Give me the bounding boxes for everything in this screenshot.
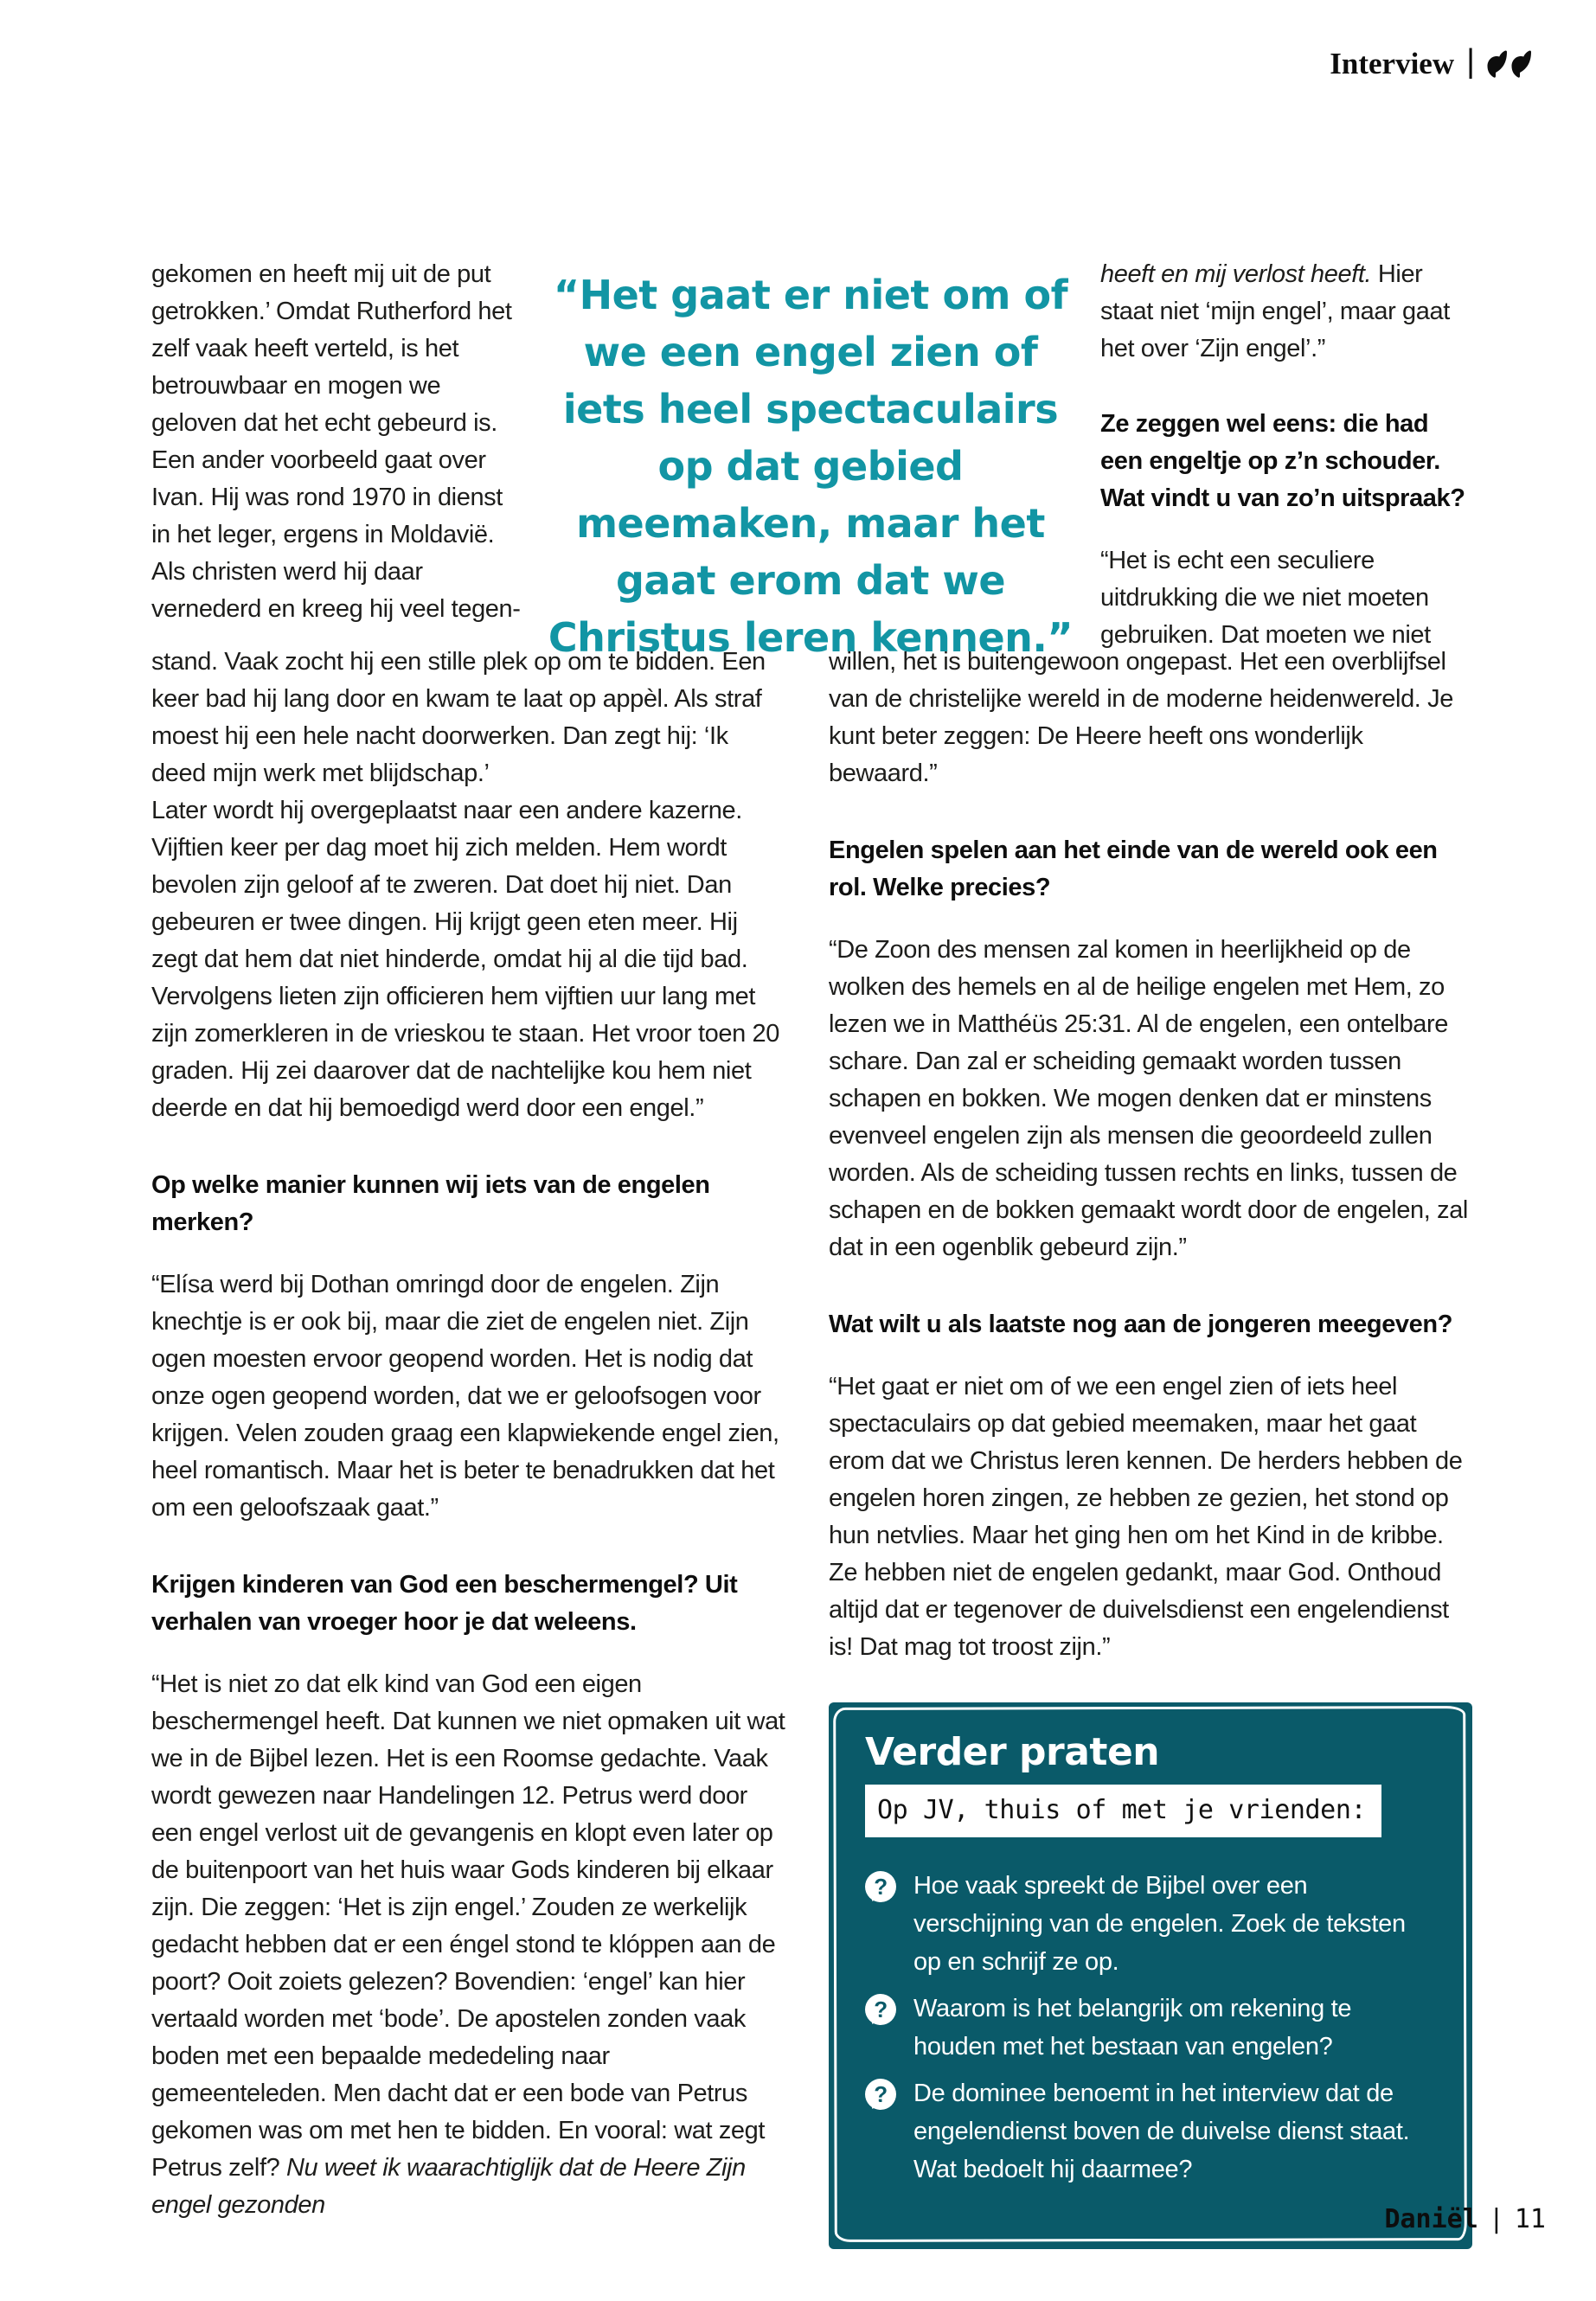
list-item xyxy=(865,1990,1436,2066)
paragraph: stand. Vaak zocht hij een stille plek op om te bidden. Een keer bad hij lang door en kwam te laat op appèl. Als straf moest hij een hele nacht doorwerken. Dan zegt hij: ‘Ik deed mijn werk met blijdschap.’ xyxy=(151,648,766,787)
interview-question: Engelen spelen aan het einde van de wereld ook een rol. Welke precies? xyxy=(829,836,1438,901)
interview-question: Op welke manier kunnen wij iets van de engelen merken? xyxy=(151,1171,710,1236)
list-item-text: Waarom is het belangrijk om rekening te houden met het bestaan van engelen? xyxy=(913,1995,1352,2061)
paragraph xyxy=(1100,256,1474,368)
list-item-text: De dominee benoemt in het interview dat de engelendienst boven de duivelse dienst staat. Wat bedoelt hij daarmee? xyxy=(913,2080,1410,2183)
answer-text: “Het is niet zo dat elk kind van God een eigen beschermengel heeft. Dat kunnen we niet opmaken uit wat we in de Bijbel lezen. Het is een Roomse gedachte. Vaak wordt gewezen naar Handelingen 12. Petrus werd door een engel verlost uit de gevangenis en klopt even later op de buitenpoort van het huis waar Gods kinderen bij elkaar zijn. Die zeggen: ‘Het is zijn engel.’ Zouden ze werkelijk gedacht hebben dat er een éngel stond te klóppen aan de poort? Ooit zoiets gelezen? Bovendien: ‘engel’ kan hier vertaald worden met ‘bode’. De apostelen zonden vaak boden met een bepaalde mededeling naar gemeenteleden. Men dacht dat er een bode van Petrus gekomen was om met hen te bidden. En vooral: wat zegt Petrus zelf? xyxy=(151,1670,785,2182)
interview-question: Krijgen kinderen van God een beschermengel? Uit verhalen van vroeger hoor je dat weleens. xyxy=(151,1571,738,1636)
footer-divider: | xyxy=(1488,2204,1504,2234)
box-subtitle: Op JV, thuis of met je vrienden: xyxy=(865,1785,1381,1837)
page-header xyxy=(1330,45,1537,82)
list-item xyxy=(865,2074,1436,2189)
page-number: 11 xyxy=(1514,2204,1546,2234)
paragraph-text: Hier staat niet ‘mijn engel’, maar gaat het over ‘Zijn engel’.” xyxy=(1100,260,1450,362)
interview-answer xyxy=(151,1666,788,2224)
column-left xyxy=(151,644,788,2224)
pull-quote-text: “Het gaat er niet om of we een engel zien of iets heel spectaculairs op dat gebied meemaken, maar het gaat erom dat we Christus leren kennen.” xyxy=(548,272,1074,661)
column-top-right xyxy=(1100,256,1474,654)
interview-answer: “Elísa werd bij Dothan omringd door de engelen. Zijn knechtje is er ook bij, maar die ziet de engelen niet. Zijn ogen moesten ervoor geopend worden. Het is nodig dat onze ogen geopend worden, dat we er geloofsogen voor krijgen. Velen zouden graag een klapwiekende engel zien, heel romantisch. Maar het is beter te benadrukken dat het om een geloofszaak gaat.” xyxy=(151,1271,779,1522)
column-top-left xyxy=(151,256,522,628)
quotes-icon xyxy=(1487,49,1537,79)
box-title: Verder praten xyxy=(865,1730,1160,1774)
verder-praten-box xyxy=(829,1702,1472,2249)
interview-answer: “Het is echt een seculiere uitdrukking die we niet moeten gebruiken. Dat moeten we niet xyxy=(1100,547,1431,649)
list-item-text: Hoe vaak spreekt de Bijbel over een verschijning van de engelen. Zoek de teksten op en schrijf ze op. xyxy=(913,1872,1406,1976)
interview-question: Ze zeggen wel eens: die had een engeltje op z’n schouder. Wat vindt u van zo’n uitspraak? xyxy=(1100,410,1465,512)
column-right xyxy=(829,644,1472,2249)
section-title: Interview xyxy=(1330,46,1455,80)
italic-citation: Nu weet ik waarachtiglijk dat de Heere Zijn engel gezonden xyxy=(151,2154,746,2219)
question-bubble-icon: ? xyxy=(865,2079,896,2110)
question-bubble-icon: ? xyxy=(865,1994,896,2025)
magazine-name: Daniël xyxy=(1384,2204,1478,2234)
paragraph: willen, het is buitengewoon ongepast. Het een overblijfsel van de christelijke wereld in de moderne heidenwereld. Je kunt beter zeggen: De Heere heeft ons wonderlijk bewaard.” xyxy=(829,648,1453,787)
interview-answer: “Het gaat er niet om of we een engel zien of iets heel spectaculairs op dat gebied meemaken, maar het gaat erom dat we Christus leren kennen. De herders hebben de engelen horen zingen, ze hebben ze gezien, het stond op hun netvlies. Maar het ging hen om het Kind in de kribbe. Ze hebben niet de engelen gedankt, maar God. Onthoud altijd dat er tegenover de duivelsdienst een engelendienst is! Dat mag tot troost zijn.” xyxy=(829,1373,1463,1661)
italic-citation: heeft en mij verlost heeft. xyxy=(1100,260,1372,288)
pull-quote xyxy=(543,266,1078,666)
paragraph: gekomen en heeft mij uit de put getrokken.’ Omdat Rutherford het zelf vaak heeft verteld, is het betrouwbaar en mogen we geloven dat het echt gebeurd is. Een ander voorbeeld gaat over Ivan. Hij was rond 1970 in dienst in het leger, ergens in Moldavië. Als christen werd hij daar vernederd en kreeg hij veel tegen- xyxy=(151,260,521,623)
header-divider: | xyxy=(1466,43,1475,80)
interview-question: Wat wilt u als laatste nog aan de jongeren meegeven? xyxy=(829,1311,1453,1338)
question-bubble-icon: ? xyxy=(865,1871,896,1902)
paragraph: Later wordt hij overgeplaatst naar een andere kazerne. Vijftien keer per dag moet hij zich melden. Hem wordt bevolen zijn geloof af te zweren. Dat doet hij niet. Dan gebeuren er twee dingen. Hij krijgt geen eten meer. Hij zegt dat hem dat niet hinderde, omdat hij al die tijd bad. Vervolgens lieten zijn officieren hem vijftien uur lang met zijn zomerkleren in de vrieskou te staan. Het vroor toen 20 graden. Hij zei daarover dat de nachtelijke kou hem niet deerde en dat hij bemoedigd werd door een engel.” xyxy=(151,797,779,1122)
page-footer xyxy=(1384,2204,1546,2234)
interview-answer: “De Zoon des mensen zal komen in heerlijkheid op de wolken des hemels en al de heilige engelen met Hem, zo lezen we in Matthéüs 25:31. Al de engelen, een ontelbare schare. Dan zal er scheiding gemaakt worden tussen schapen en bokken. We mogen denken dat er minstens evenveel engelen zijn als mensen die geoordeeld zullen worden. Als de scheiding tussen rechts en links, tussen de schapen en de bokken gemaakt wordt door de engelen, zal dat in een ogenblik gebeurd zijn.” xyxy=(829,936,1468,1261)
list-item xyxy=(865,1867,1436,1981)
